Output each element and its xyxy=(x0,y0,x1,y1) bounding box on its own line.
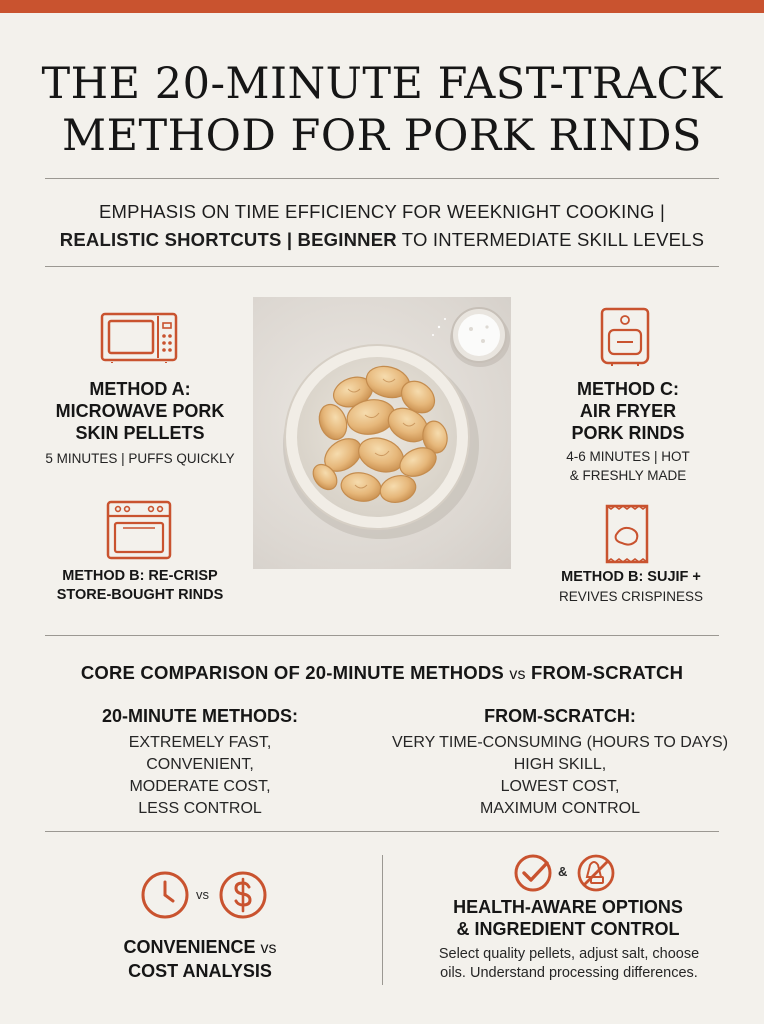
right-column-heading: FROM-SCRATCH: xyxy=(484,706,636,726)
method-c-sub xyxy=(528,447,728,485)
method-c-sub-line: 4-6 MINUTES | HOT xyxy=(566,449,690,464)
method-a-title xyxy=(40,378,240,444)
page-title xyxy=(0,58,764,162)
method-a-title-line: SKIN PELLETS xyxy=(75,423,205,443)
subtitle-rest: TO INTERMEDIATE SKILL LEVELS xyxy=(396,229,705,250)
left-column-body xyxy=(80,732,320,820)
method-c-title xyxy=(528,378,728,444)
title-line-1: THE 20-MINUTE FAST-TRACK xyxy=(41,59,723,109)
vertical-divider xyxy=(382,855,383,985)
left-column-line: LESS CONTROL xyxy=(138,800,262,817)
title-line-2: METHOD FOR PORK RINDS xyxy=(62,111,702,161)
pork-rinds-photo xyxy=(253,297,511,569)
health-title-line: HEALTH-AWARE OPTIONS xyxy=(453,897,683,917)
ampersand-label: & xyxy=(558,864,568,879)
divider xyxy=(45,831,719,832)
method-c-sub-line: & FRESHLY MADE xyxy=(569,468,687,483)
convenience-title-vs: vs xyxy=(260,940,277,957)
vs-label: vs xyxy=(196,887,209,902)
method-b-title xyxy=(40,567,240,605)
clock-icon xyxy=(140,870,190,920)
convenience-title-b: COST ANALYSIS xyxy=(128,961,272,981)
convenience-title-a: CONVENIENCE xyxy=(123,937,261,957)
method-b-title-line: METHOD B: RE-CRISP xyxy=(62,568,218,584)
health-text xyxy=(396,945,742,983)
method-a-title-line: METHOD A: xyxy=(89,379,191,399)
method-d-sub: REVIVES CRISPINESS xyxy=(558,589,704,604)
dollar-icon xyxy=(218,870,268,920)
comparison-title-b: FROM-SCRATCH xyxy=(525,662,684,683)
health-text-line: Select quality pellets, adjust salt, choose xyxy=(438,946,700,962)
health-text-line: oils. Understand processing differences. xyxy=(440,965,698,981)
check-circle-icon xyxy=(513,853,553,893)
divider xyxy=(45,266,719,267)
left-column-heading: 20-MINUTE METHODS: xyxy=(101,706,298,726)
divider xyxy=(45,635,719,636)
subtitle-line-1: EMPHASIS ON TIME EFFICIENCY FOR WEEKNIGHT COOKING | xyxy=(99,201,665,222)
health-title-line: & INGREDIENT CONTROL xyxy=(456,919,680,939)
method-d-title: METHOD B: SUJIF + xyxy=(561,569,701,585)
method-b-title-line: STORE-BOUGHT RINDS xyxy=(56,587,224,603)
method-c-title-line: METHOD C: xyxy=(577,379,679,399)
snack-bag-icon xyxy=(604,503,650,565)
subtitle xyxy=(0,198,764,254)
method-a-sub: 5 MINUTES | PUFFS QUICKLY xyxy=(45,451,235,466)
right-column-line: VERY TIME-CONSUMING (HOURS TO DAYS) xyxy=(391,734,729,751)
divider xyxy=(45,178,719,179)
subtitle-bold: REALISTIC SHORTCUTS | BEGINNER xyxy=(59,229,397,250)
method-a-title-line: MICROWAVE PORK xyxy=(55,401,225,421)
right-column-line: LOWEST COST, xyxy=(500,778,620,795)
health-title xyxy=(400,896,736,940)
right-column-line: MAXIMUM CONTROL xyxy=(480,800,640,817)
no-salt-icon xyxy=(576,853,616,893)
comparison-title-vs: vs xyxy=(509,666,526,683)
left-column-line: MODERATE COST, xyxy=(129,778,271,795)
left-column-line: EXTREMELY FAST, xyxy=(128,734,272,751)
comparison-title xyxy=(0,662,764,684)
microwave-icon xyxy=(100,312,178,364)
left-column-line: CONVENIENT, xyxy=(146,756,254,773)
subtitle-line-2 xyxy=(0,226,764,254)
convenience-cost-title xyxy=(90,936,310,982)
method-c-title-line: PORK RINDS xyxy=(571,423,685,443)
right-column-line: HIGH SKILL, xyxy=(513,756,607,773)
oven-icon xyxy=(106,500,172,560)
comparison-title-a: CORE COMPARISON OF 20-MINUTE METHODS xyxy=(80,662,510,683)
right-column-body xyxy=(380,732,740,820)
top-accent-bar xyxy=(0,0,764,13)
air-fryer-icon xyxy=(600,305,650,367)
method-c-title-line: AIR FRYER xyxy=(579,401,677,421)
